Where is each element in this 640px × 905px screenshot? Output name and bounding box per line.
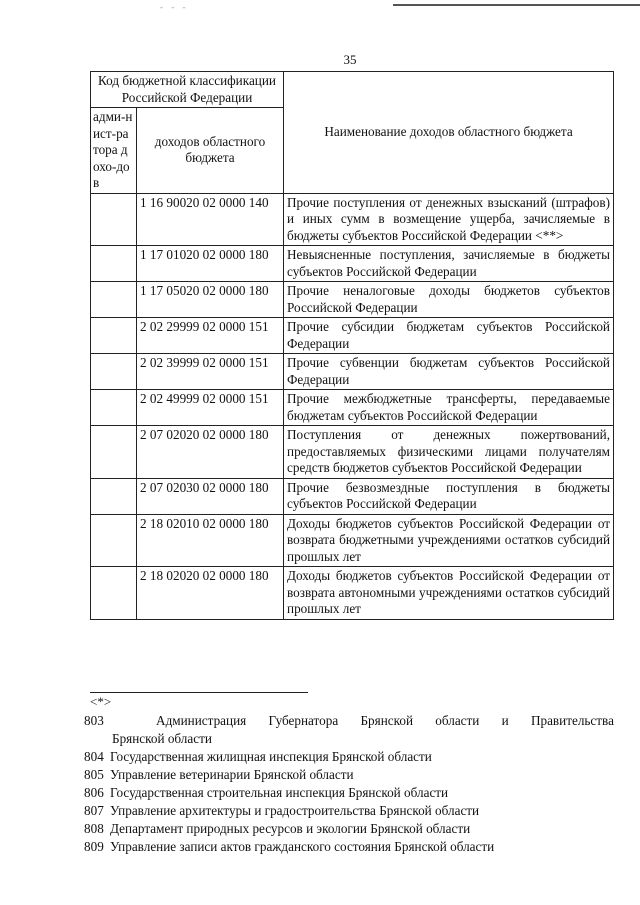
header-administrator: адми-нист-ратора дохо-дов <box>91 108 137 194</box>
legend-text: Управление архитектуры и градостроительства Брянской области <box>110 803 480 818</box>
table-row <box>91 567 614 620</box>
table-row <box>91 390 614 426</box>
revenue-name-cell: Прочие субвенции бюджетам субъектов Российской Федерации <box>284 354 614 390</box>
revenue-code-cell: 2 02 29999 02 0000 151 <box>137 318 284 354</box>
revenue-code-cell: 2 07 02020 02 0000 180 <box>137 426 284 479</box>
legend-word: и <box>501 713 509 728</box>
revenue-code-cell: 2 07 02030 02 0000 180 <box>137 478 284 514</box>
revenue-name-cell: Прочие субсидии бюджетам субъектов Российской Федерации <box>284 318 614 354</box>
admin-cell <box>91 567 137 620</box>
legend-code: 805 <box>84 767 104 782</box>
revenue-name-cell: Прочие безвозмездные поступления в бюджеты субъектов Российской Федерации <box>284 478 614 514</box>
table-row <box>91 514 614 567</box>
legend-code: 809 <box>84 839 104 854</box>
top-rule <box>393 4 640 6</box>
legend-word: Брянской <box>360 713 413 728</box>
revenue-code-cell: 1 17 01020 02 0000 180 <box>137 246 284 282</box>
admin-cell <box>91 426 137 479</box>
admin-cell <box>91 282 137 318</box>
header-name: Наименование доходов областного бюджета <box>284 72 614 194</box>
legend-code: 803 <box>84 713 104 728</box>
legend-code: 804 <box>84 749 104 764</box>
revenue-code-cell: 2 02 49999 02 0000 151 <box>137 390 284 426</box>
legend-list <box>84 748 616 856</box>
revenue-code-cell: 2 18 02010 02 0000 180 <box>137 514 284 567</box>
table-row <box>91 282 614 318</box>
legend-item-806 <box>84 784 616 802</box>
legend-text: Государственная строительная инспекция Брянской области <box>110 785 449 800</box>
legend-item-807 <box>84 802 616 820</box>
revenue-code-cell: 1 17 05020 02 0000 180 <box>137 282 284 318</box>
admin-cell <box>91 390 137 426</box>
legend-code: 807 <box>84 803 104 818</box>
table-row <box>91 193 614 246</box>
legend-code: 806 <box>84 785 104 800</box>
legend-item-805 <box>84 766 616 784</box>
footnote-mark: <*> <box>90 694 112 709</box>
revenue-name-cell: Прочие поступления от денежных взысканий (штрафов) и иных сумм в возмещение ущерба, зачисляемые в бюджеты субъектов Российской Федерации <**> <box>284 193 614 246</box>
legend-text: Департамент природных ресурсов и экологии Брянской области <box>110 821 471 836</box>
legend-word: Губернатора <box>268 713 339 728</box>
scan-artifact: - - - <box>160 2 189 12</box>
admin-cell <box>91 193 137 246</box>
revenue-name-cell: Прочие межбюджетные трансферты, передаваемые бюджетам субъектов Российской Федерации <box>284 390 614 426</box>
admin-cell <box>91 514 137 567</box>
table-row <box>91 478 614 514</box>
revenue-code-cell: 1 16 90020 02 0000 140 <box>137 193 284 246</box>
legend-text: Государственная жилищная инспекция Брянской области <box>110 749 432 764</box>
admin-cell <box>91 354 137 390</box>
admin-cell <box>91 478 137 514</box>
legend-text: Управление записи актов гражданского состояния Брянской области <box>110 839 495 854</box>
table-header-row <box>91 72 614 108</box>
footnote-rule <box>90 692 308 693</box>
header-revenue-code: доходов областного бюджета <box>137 108 284 194</box>
header-classification: Код бюджетной классификации Российской Федерации <box>91 72 284 108</box>
legend-word: Администрация <box>156 713 247 728</box>
revenue-name-cell: Доходы бюджетов субъектов Российской Федерации от возврата бюджетными учреждениями остатков субсидий прошлых лет <box>284 514 614 567</box>
table-row <box>91 426 614 479</box>
admin-cell <box>91 246 137 282</box>
revenue-code-cell: 2 18 02020 02 0000 180 <box>137 567 284 620</box>
revenue-name-cell: Поступления от денежных пожертвований, предоставляемых физическими лицами получателям средств бюджетов субъектов Российской Федерации <box>284 426 614 479</box>
revenue-code-cell: 2 02 39999 02 0000 151 <box>137 354 284 390</box>
legend-item-803 <box>84 712 616 730</box>
page-number: 35 <box>343 52 357 67</box>
legend-item-809 <box>84 838 616 856</box>
budget-classification-table <box>90 71 614 620</box>
legend-word: Правительства <box>530 713 614 728</box>
legend-code: 808 <box>84 821 104 836</box>
admin-cell <box>91 318 137 354</box>
table-row <box>91 318 614 354</box>
legend-text: Управление ветеринарии Брянской области <box>110 767 354 782</box>
table-row <box>91 354 614 390</box>
legend-item-804 <box>84 748 616 766</box>
table-body <box>91 193 614 619</box>
revenue-name-cell: Прочие неналоговые доходы бюджетов субъектов Российской Федерации <box>284 282 614 318</box>
legend-item-803-continuation: Брянской области <box>112 731 212 746</box>
administrator-legend <box>84 712 616 856</box>
table-row <box>91 246 614 282</box>
legend-item-808 <box>84 820 616 838</box>
legend-word: области <box>435 713 480 728</box>
revenue-name-cell: Доходы бюджетов субъектов Российской Федерации от возврата автономными учреждениями остатков субсидий прошлых лет <box>284 567 614 620</box>
revenue-name-cell: Невыясненные поступления, зачисляемые в бюджеты субъектов Российской Федерации <box>284 246 614 282</box>
